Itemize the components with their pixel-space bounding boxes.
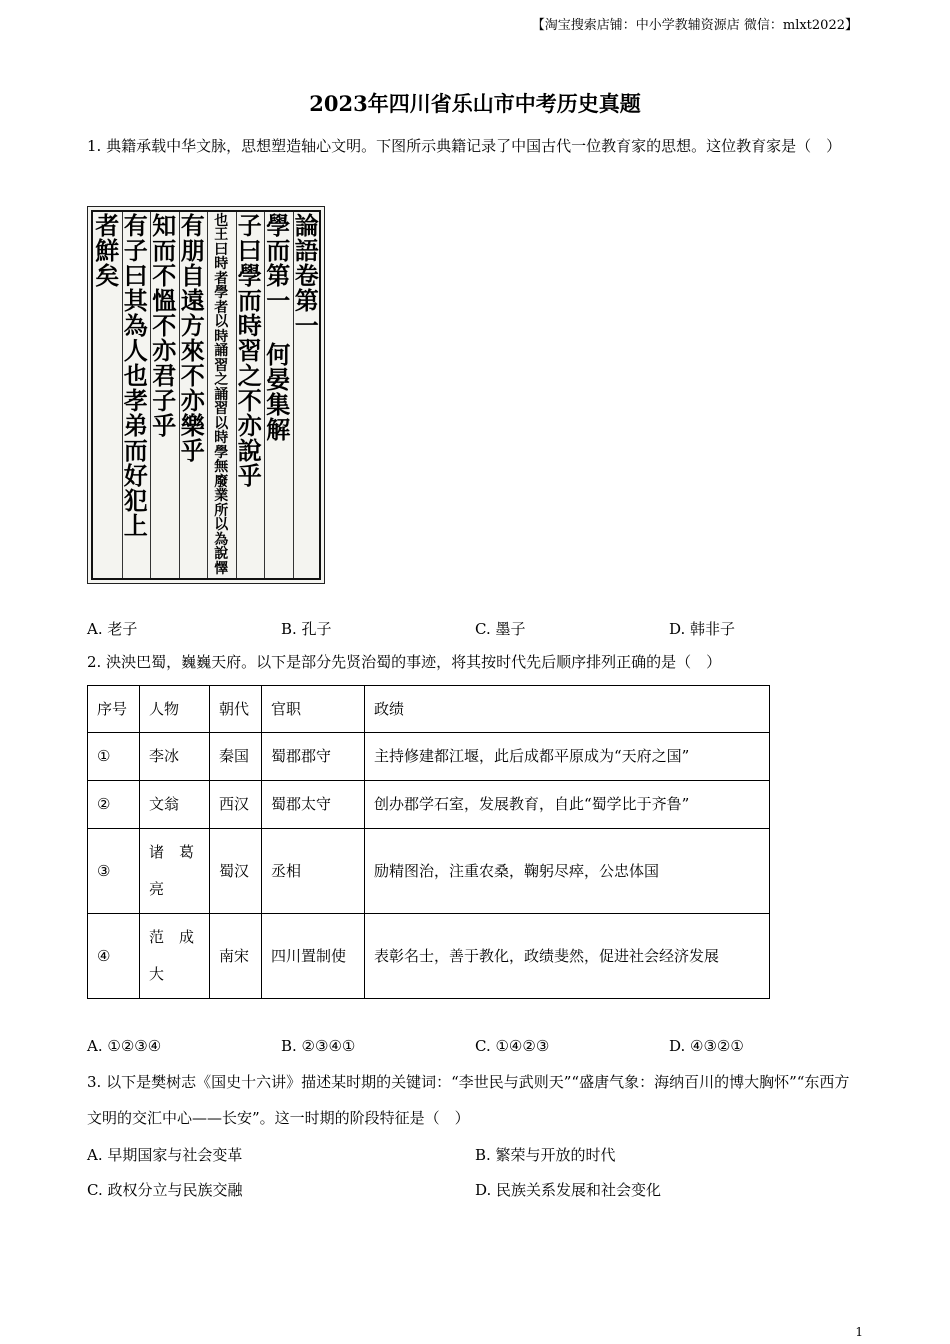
book-text-column: 者 鮮 矣 [95, 211, 120, 290]
book-text-column: 有 子 曰 其 為 人 也 孝 弟 而 好 犯 上 [123, 211, 148, 540]
table-cell: 蜀郡郡守 [262, 733, 365, 781]
table-row [88, 914, 770, 999]
table-cell: 西汉 [210, 781, 262, 829]
table-cell: ④ [88, 914, 140, 999]
table-cell: 四川置制使 [262, 914, 365, 999]
page-header: 【淘宝搜索店铺：中小学教辅资源店 微信：mlxt2022】 [531, 18, 858, 33]
table-cell: 丞相 [262, 829, 365, 914]
book-text-column: 論 語 卷 第 一 [294, 211, 319, 340]
q1-option-a: A. 老子 [87, 620, 138, 638]
book-column-rule [293, 212, 294, 578]
q1-option-c: C. 墨子 [475, 620, 526, 638]
analects-book-image [87, 206, 325, 584]
book-column-rule [207, 212, 208, 578]
book-column-rule [150, 212, 151, 578]
table-cell: 创办郡学石室，发展教育，自此“蜀学比于齐鲁” [365, 781, 770, 829]
table-cell: 南宋 [210, 914, 262, 999]
header-cell: 序号 [88, 686, 140, 733]
table-row [88, 829, 770, 914]
book-text-column: 也 王 曰 時 者 學 者 以 時 誦 習 之 誦 習 以 時 學 無 廢 業 所 以 為 說 懌 [214, 213, 229, 577]
q3-option-c: C. 政权分立与民族交融 [87, 1181, 243, 1199]
q3-option-a: A. 早期国家与社会变革 [87, 1146, 243, 1164]
table-row [88, 781, 770, 829]
q2-option-a: A. ①②③④ [87, 1037, 162, 1055]
page-title: 2023年四川省乐山市中考历史真题 [309, 91, 641, 116]
book-text-column: 有 朋 自 遠 方 來 不 亦 樂 乎 [180, 211, 205, 465]
book-column-rule [264, 212, 265, 578]
q1-option-d: D. 韩非子 [669, 620, 736, 638]
table-row [88, 733, 770, 781]
book-column-rule [179, 212, 180, 578]
header-cell: 人物 [140, 686, 210, 733]
book-column-rule [236, 212, 237, 578]
table-cell: 蜀汉 [210, 829, 262, 914]
question-3-stem: 3. 以下是樊树志《国史十六讲》描述某时期的关键词：“李世民与武则天”“盛唐气象：海纳百川的博大胸怀”“东西方文明的交汇中心——长安”。这一时期的阶段特征是（ ） [87, 1073, 850, 1127]
book-text-column: 知 而 不 慍 不 亦 君 子 乎 [152, 211, 177, 440]
q3-option-d: D. 民族关系发展和社会变化 [475, 1181, 662, 1199]
table-cell: 表彰名士，善于教化，政绩斐然，促进社会经济发展 [365, 914, 770, 999]
question-1-stem: 1. 典籍承载中华文脉，思想塑造轴心文明。下图所示典籍记录了中国古代一位教育家的思想。这位教育家是（ ） [87, 137, 842, 155]
book-text-column: 子 曰 學 而 時 習 之 不 亦 說 乎 [237, 211, 262, 490]
table-cell: 文翁 [140, 781, 210, 829]
table-header-row [88, 686, 770, 733]
q2-option-b: B. ②③④① [281, 1037, 356, 1055]
table-cell: 范 成大 [140, 914, 210, 999]
header-cell: 官职 [262, 686, 365, 733]
page-number: 1 [855, 1325, 863, 1339]
header-cell: 政绩 [365, 686, 770, 733]
table-cell: 主持修建都江堰，此后成都平原成为“天府之国” [365, 733, 770, 781]
q3-option-b: B. 繁荣与开放的时代 [475, 1146, 616, 1164]
table-cell: ③ [88, 829, 140, 914]
table-cell: 励精图治，注重农桑，鞠躬尽瘁，公忠体国 [365, 829, 770, 914]
table-cell: ① [88, 733, 140, 781]
question-2-stem: 2. 泱泱巴蜀，巍巍天府。以下是部分先贤治蜀的事迹，将其按时代先后顺序排列正确的是（ ） [87, 653, 722, 671]
header-cell: 朝代 [210, 686, 262, 733]
table-cell: 蜀郡太守 [262, 781, 365, 829]
governors-table [87, 685, 770, 999]
table-cell: 诸 葛亮 [140, 829, 210, 914]
table-cell: 秦国 [210, 733, 262, 781]
book-column-rule [122, 212, 123, 578]
table-cell: ② [88, 781, 140, 829]
q1-option-b: B. 孔子 [281, 620, 332, 638]
table-cell: 李冰 [140, 733, 210, 781]
book-text-column: 學 而 第 一 何 晏 集 解 [266, 211, 291, 444]
q2-option-c: C. ①④②③ [475, 1037, 550, 1055]
q2-option-d: D. ④③②① [669, 1037, 744, 1055]
